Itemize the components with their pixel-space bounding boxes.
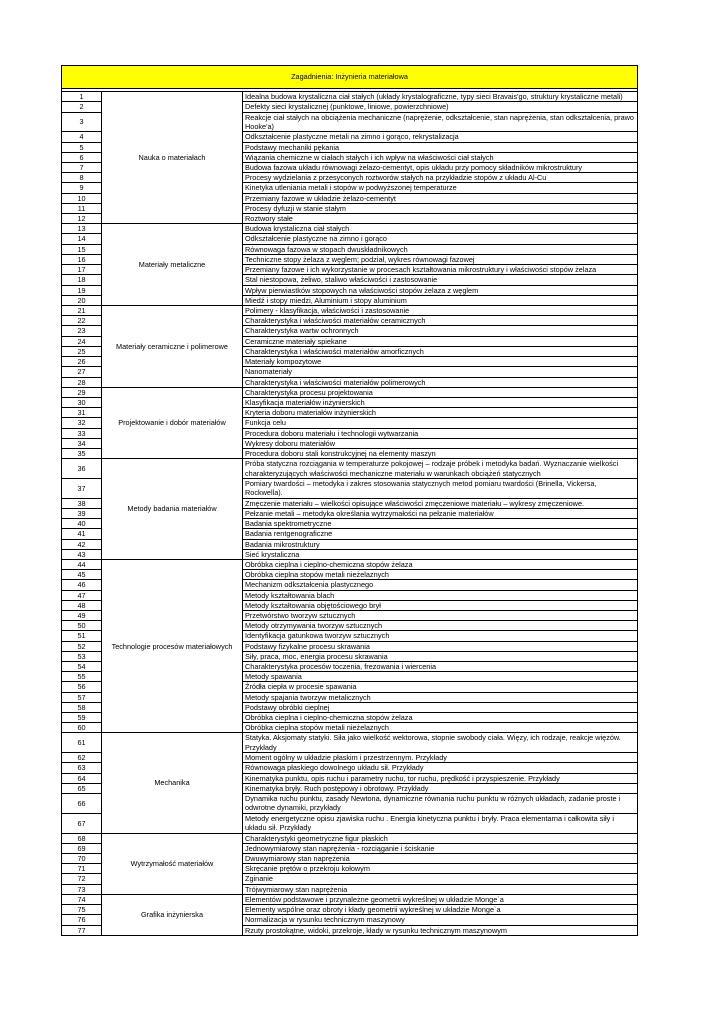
topic-number: 53 <box>62 651 102 661</box>
topic-text: Kinematyka bryły. Ruch postępowy i obrotowy. Przykłady <box>243 783 638 793</box>
topic-text: Próba statyczna rozciągania w temperaturze pokojowej – rodzaje próbek i metodyka badań. Wyznaczanie wielkości charakteryzujących właściwości mechaniczne materiału w warunkach obciążeń statycznych <box>243 459 638 479</box>
topic-text: Przetwórstwo tworzyw sztucznych <box>243 610 638 620</box>
topic-number: 75 <box>62 905 102 915</box>
topic-text: Miedź i stopy miedzi, Aluminium i stopy aluminium <box>243 295 638 305</box>
topic-number: 47 <box>62 590 102 600</box>
topic-text: Przemiany fazowe i ich wykorzystanie w procesach kształtowania mikrostruktury i właściwości stopów żelaza <box>243 265 638 275</box>
topic-number: 65 <box>62 783 102 793</box>
topic-number: 74 <box>62 894 102 904</box>
topic-number: 40 <box>62 519 102 529</box>
topic-text: Pełzanie metali – metodyka określania wytrzymałości na pełzanie materiałów <box>243 508 638 518</box>
topic-number: 26 <box>62 357 102 367</box>
topic-number: 9 <box>62 183 102 193</box>
topic-number: 3 <box>62 112 102 132</box>
topics-table <box>61 65 638 936</box>
topic-number: 58 <box>62 702 102 712</box>
topic-number: 34 <box>62 438 102 448</box>
topic-number: 64 <box>62 773 102 783</box>
topic-number: 70 <box>62 854 102 864</box>
topic-number: 10 <box>62 193 102 203</box>
topic-number: 66 <box>62 794 102 814</box>
topic-text: Metody kształtowania objętościowego brył <box>243 600 638 610</box>
topic-number: 41 <box>62 529 102 539</box>
table-row <box>62 306 638 316</box>
topic-text: Dynamika ruchu punktu, zasady Newtona, dynamiczne równania ruchu punktu w różnych układach, zadanie proste i odwrotne dynamiki, przykłady <box>243 794 638 814</box>
topic-number: 38 <box>62 498 102 508</box>
topic-text: Budowa fazowa układu równowagi żelazo-cementyt, opis układu przy pomocy składników mikrostruktury <box>243 163 638 173</box>
topic-text: Obróbka cieplna stopów metali nieżelaznych <box>243 723 638 733</box>
topic-text: Charakterystyka i właściwości materiałów ceramicznych <box>243 316 638 326</box>
topic-number: 1 <box>62 92 102 102</box>
topic-number: 49 <box>62 610 102 620</box>
topic-number: 56 <box>62 682 102 692</box>
category-cell: Grafika inżynierska <box>102 894 243 935</box>
title-row <box>62 66 638 89</box>
topic-number: 12 <box>62 214 102 224</box>
topic-number: 61 <box>62 733 102 753</box>
topic-text: Charakterystyki geometryczne figur płaskich <box>243 833 638 843</box>
topic-text: Obróbka cieplna i cieplno-chemiczna stopów żelaza <box>243 559 638 569</box>
topic-number: 11 <box>62 203 102 213</box>
topic-number: 29 <box>62 387 102 397</box>
topic-number: 36 <box>62 459 102 479</box>
topic-text: Kinetyka utleniania metali i stopów w podwyższonej temperaturze <box>243 183 638 193</box>
topic-text: Statyka. Aksjomaty statyki. Siła jako wielkość wektorowa, stopnie swobody ciała. Więzy, ich rodzaje, reakcje więzów. Przykłady <box>243 733 638 753</box>
topic-number: 18 <box>62 275 102 285</box>
topic-text: Elementów podstawowe i przynależne geometrii wykreślnej w układzie Monge`a <box>243 894 638 904</box>
category-cell: Mechanika <box>102 733 243 833</box>
topic-text: Charakterystyka i właściwości materiałów polimerowych <box>243 377 638 387</box>
topic-number: 32 <box>62 418 102 428</box>
topic-text: Elementy wspólne oraz obroty i kłady geometrii wykreślnej w układzie Monge`a <box>243 905 638 915</box>
topic-text: Charakterystyka i właściwości materiałów amorficznych <box>243 346 638 356</box>
topic-text: Materiały kompozytowe <box>243 357 638 367</box>
topic-text: Trójwymiarowy stan naprężenia <box>243 884 638 894</box>
topic-text: Skręcanie prętów o przekroju kołowym <box>243 864 638 874</box>
topic-number: 45 <box>62 570 102 580</box>
topic-number: 62 <box>62 753 102 763</box>
topic-text: Sieć krystaliczna <box>243 549 638 559</box>
topic-text: Badania rentgenograficzne <box>243 529 638 539</box>
topic-text: Wpływ pierwiastków stopowych na właściwości stopów żelaza z węglem <box>243 285 638 295</box>
topic-number: 25 <box>62 346 102 356</box>
topic-number: 20 <box>62 295 102 305</box>
topic-number: 55 <box>62 672 102 682</box>
topic-text: Odkształcenie plastyczne na zimno i gorąco <box>243 234 638 244</box>
topic-number: 42 <box>62 539 102 549</box>
topic-number: 4 <box>62 132 102 142</box>
table-row <box>62 387 638 397</box>
topic-text: Reakcje ciał stałych na obciążenia mechaniczne (naprężenie, odkształcenie, stan naprężenia, stan odkształcenia, prawo Hooke'a) <box>243 112 638 132</box>
topic-text: Obróbka cieplna stopów metali nieżelaznych <box>243 570 638 580</box>
topic-number: 14 <box>62 234 102 244</box>
topic-number: 72 <box>62 874 102 884</box>
topic-text: Dwuwymiarowy stan naprężenia <box>243 854 638 864</box>
topic-text: Idealna budowa krystaliczna ciał stałych (układy krystalograficzne, typy sieci Bravais'go, struktury krystaliczne metali) <box>243 92 638 102</box>
topic-text: Badania spektrometryczne <box>243 519 638 529</box>
topic-number: 30 <box>62 397 102 407</box>
topic-number: 16 <box>62 254 102 264</box>
topic-number: 23 <box>62 326 102 336</box>
topic-text: Kryteria doboru materiałów inżynierskich <box>243 408 638 418</box>
topic-number: 31 <box>62 408 102 418</box>
topic-number: 63 <box>62 763 102 773</box>
topic-number: 28 <box>62 377 102 387</box>
topic-text: Metody kształtowania blach <box>243 590 638 600</box>
table-row <box>62 559 638 569</box>
topic-number: 22 <box>62 316 102 326</box>
topic-text: Nanomateriały <box>243 367 638 377</box>
topic-number: 67 <box>62 813 102 833</box>
topic-text: Odkształcenie plastyczne metali na zimno i gorąco, rekrystalizacja <box>243 132 638 142</box>
topic-number: 2 <box>62 102 102 112</box>
topic-number: 50 <box>62 621 102 631</box>
topic-number: 71 <box>62 864 102 874</box>
topic-text: Moment ogólny w układzie płaskim i przestrzennym. Przykłady <box>243 753 638 763</box>
topic-text: Równowaga płaskiego dowolnego układu sił. Przykłady <box>243 763 638 773</box>
topic-text: Charakterystyka procesu projektowania <box>243 387 638 397</box>
category-cell: Metody badania materiałów <box>102 459 243 560</box>
topic-number: 44 <box>62 559 102 569</box>
topic-text: Ceramiczne materiały spiekane <box>243 336 638 346</box>
topic-text: Mechanizm odkształcenia plastycznego <box>243 580 638 590</box>
category-cell: Materiały ceramiczne i polimerowe <box>102 306 243 388</box>
topic-text: Roztwory stałe <box>243 214 638 224</box>
topic-text: Funkcja celu <box>243 418 638 428</box>
topic-text: Defekty sieci krystalicznej (punktowe, liniowe, powierzchniowe) <box>243 102 638 112</box>
topic-text: Podstawy fizykalne procesu skrawania <box>243 641 638 651</box>
table-row <box>62 92 638 102</box>
topic-number: 24 <box>62 336 102 346</box>
topic-number: 17 <box>62 265 102 275</box>
topic-text: Źródła ciepła w procesie spawania <box>243 682 638 692</box>
topic-number: 77 <box>62 925 102 935</box>
topic-number: 35 <box>62 448 102 458</box>
topic-number: 60 <box>62 723 102 733</box>
topic-text: Wykresy doboru materiałów <box>243 438 638 448</box>
topic-number: 6 <box>62 152 102 162</box>
category-cell: Technologie procesów materiałowych <box>102 559 243 732</box>
table-title: Zagadnienia: Inżynieria materiałowa <box>62 66 638 89</box>
topic-number: 69 <box>62 843 102 853</box>
category-cell: Projektowanie i dobór materiałów <box>102 387 243 458</box>
topic-text: Klasyfikacja materiałów inżynierskich <box>243 397 638 407</box>
topic-number: 15 <box>62 244 102 254</box>
topic-number: 76 <box>62 915 102 925</box>
topic-text: Procedura doboru stali konstrukcyjnej na elementy maszyn <box>243 448 638 458</box>
topic-text: Metody spawania <box>243 672 638 682</box>
topic-text: Metody energetyczne opisu zjawiska ruchu . Energia kinetyczna punktu i bryły. Praca elementarna i całkowita siły i układu sił. Przykłady <box>243 813 638 833</box>
table-row <box>62 894 638 904</box>
topic-text: Procesy wydzielania z przesyconych roztworów stałych na przykładzie stopów z układu Al-Cu <box>243 173 638 183</box>
topic-text: Charakterystyka wartw ochronnych <box>243 326 638 336</box>
category-cell: Nauka o materiałach <box>102 92 243 224</box>
topic-number: 59 <box>62 713 102 723</box>
topic-text: Rzuty prostokątne, widoki, przekroje, kłady w rysunku technicznym maszynowym <box>243 925 638 935</box>
topic-number: 27 <box>62 367 102 377</box>
topic-number: 21 <box>62 306 102 316</box>
topic-text: Badania mikrostruktury <box>243 539 638 549</box>
topic-number: 54 <box>62 662 102 672</box>
topic-number: 73 <box>62 884 102 894</box>
topic-text: Polimery - klasyfikacja, właściwości i zastosowanie <box>243 306 638 316</box>
topic-text: Budowa krystaliczna ciał stałych <box>243 224 638 234</box>
topic-text: Metody spajania tworzyw metalicznych <box>243 692 638 702</box>
topic-number: 51 <box>62 631 102 641</box>
topic-text: Obróbka cieplna i cieplno-chemiczna stopów żelaza <box>243 713 638 723</box>
topic-text: Procedura doboru materiału i technologii wytwarzania <box>243 428 638 438</box>
topic-text: Przemiany fazowe w układzie żelazo-cementyt <box>243 193 638 203</box>
topic-text: Stal niestopowa, żeliwo, staliwo właściwości i zastosowanie <box>243 275 638 285</box>
topic-text: Zginanie <box>243 874 638 884</box>
topic-text: Siły, praca, moc, energia procesu skrawania <box>243 651 638 661</box>
topic-number: 48 <box>62 600 102 610</box>
topic-text: Techniczne stopy żelaza z węglem; podział, wykres równowagi fazowej <box>243 254 638 264</box>
topic-text: Podstawy obróbki cieplnej <box>243 702 638 712</box>
topic-text: Równowaga fazowa w stopach dwuskładnikowych <box>243 244 638 254</box>
category-cell: Materiały metaliczne <box>102 224 243 306</box>
topic-text: Identyfikacja gatunkowa tworzyw sztucznych <box>243 631 638 641</box>
table-row <box>62 459 638 479</box>
table-row <box>62 733 638 753</box>
topic-number: 19 <box>62 285 102 295</box>
topic-text: Charakterystyka procesów toczenia, frezowania i wiercenia <box>243 662 638 672</box>
topic-text: Normalizacja w rysunku technicznym maszynowy <box>243 915 638 925</box>
topic-text: Wiązania chemiczne w ciałach stałych i ich wpływ na właściwości ciał stałych <box>243 152 638 162</box>
topic-text: Jednowymiarowy stan naprężenia - rozciąganie i ściskanie <box>243 843 638 853</box>
table-row <box>62 224 638 234</box>
topic-number: 5 <box>62 142 102 152</box>
topic-text: Podstawy mechaniki pękania <box>243 142 638 152</box>
category-cell: Wytrzymałość materiałów <box>102 833 243 894</box>
topic-number: 43 <box>62 549 102 559</box>
topic-number: 37 <box>62 478 102 498</box>
topic-number: 7 <box>62 163 102 173</box>
topic-text: Kinematyka punktu, opis ruchu i parametry ruchu, tor ruchu, prędkość i przyspieszenie. Przykłady <box>243 773 638 783</box>
topic-number: 33 <box>62 428 102 438</box>
topic-number: 52 <box>62 641 102 651</box>
topic-number: 57 <box>62 692 102 702</box>
topic-number: 13 <box>62 224 102 234</box>
topic-number: 8 <box>62 173 102 183</box>
table-row <box>62 833 638 843</box>
topic-number: 39 <box>62 508 102 518</box>
topic-text: Metody otrzymywania tworzyw sztucznych <box>243 621 638 631</box>
topic-number: 68 <box>62 833 102 843</box>
topic-text: Procesy dyfuzji w stanie stałym <box>243 203 638 213</box>
topic-number: 46 <box>62 580 102 590</box>
topic-text: Pomiary twardości – metodyka i zakres stosowania statycznych metod pomiaru twardości (Brinella, Vickersa, Rockwella). <box>243 478 638 498</box>
topics-sheet <box>61 65 637 936</box>
topic-text: Zmęczenie materiału – wielkości opisujące właściwości zmęczeniowe materiału – wykresy zmęczeniowe. <box>243 498 638 508</box>
